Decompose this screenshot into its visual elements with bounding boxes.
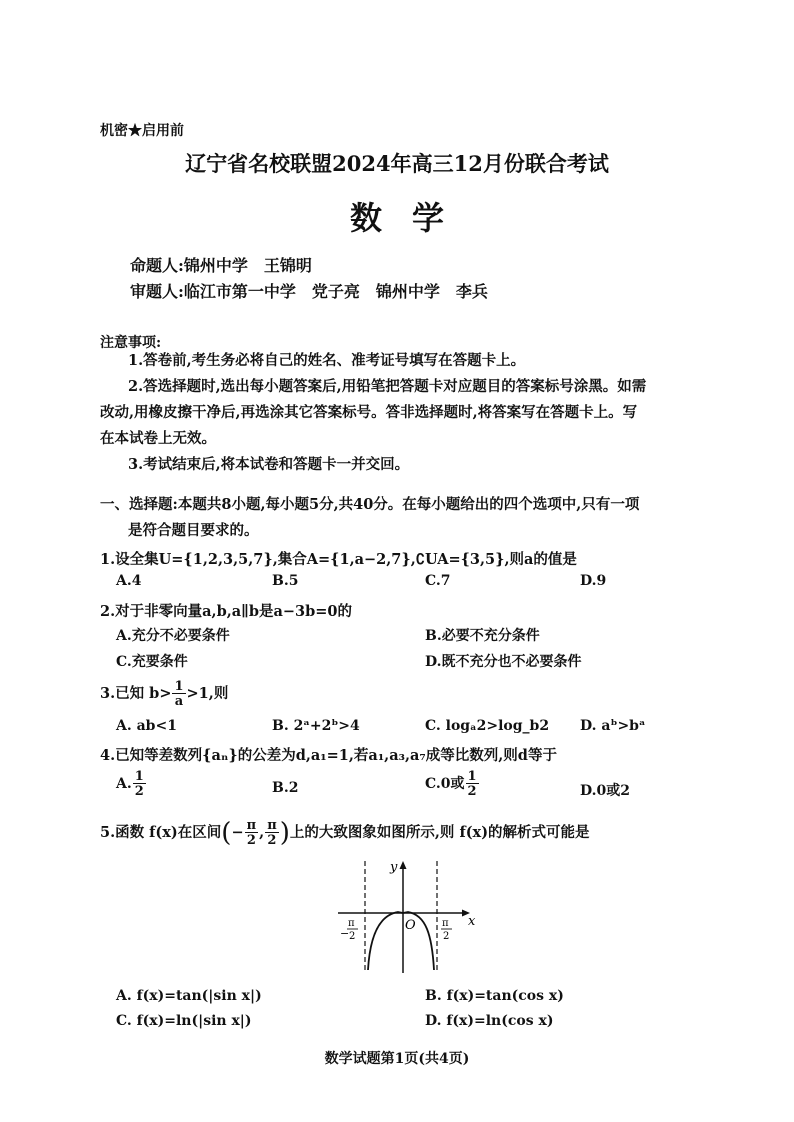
question-2-option-a: A.充分不必要条件	[116, 628, 230, 644]
fraction-numerator: 1	[134, 769, 144, 784]
open-paren: (	[221, 818, 232, 848]
question-3-stem-post: >1,则	[186, 685, 229, 702]
fraction-denominator: 2	[467, 784, 477, 799]
setter-line: 命题人:锦州中学 王锦明	[130, 256, 312, 275]
y-axis-label: y	[390, 860, 398, 875]
minus-sign: −	[231, 824, 244, 841]
question-3-option-a: A. ab<1	[116, 718, 177, 734]
option-a-label: A.	[116, 776, 132, 792]
question-3-stem	[100, 680, 228, 708]
question-4-option-d: D.0或2	[580, 783, 630, 799]
interval-left-fraction	[245, 819, 259, 847]
section1-instructions-line1: 一、选择题:本题共8小题,每小题5分,共40分。在每小题给出的四个选项中,只有一项	[100, 496, 640, 513]
left-bound-denominator: 2	[349, 931, 356, 942]
comma: ,	[259, 824, 265, 841]
option-a-fraction	[133, 770, 146, 798]
notice-item-3: 3.考试结束后,将本试卷和答题卡一并交回。	[128, 456, 410, 473]
question-4-option-b: B.2	[272, 780, 299, 796]
fraction-denominator: a	[174, 694, 184, 709]
question-1-option-d: D.9	[580, 573, 607, 589]
question-1-option-b: B.5	[272, 573, 299, 589]
question-5-stem	[100, 818, 590, 848]
fraction-numerator: 1	[174, 679, 184, 694]
question-3-option-d: D. aᵇ>bᵃ	[580, 718, 646, 734]
notice-item-2-line2: 改动,用橡皮擦干净后,再选涂其它答案标号。答非选择题时,将答案写在答题卡上。写	[100, 404, 638, 421]
option-c-label: C.0或	[425, 776, 465, 792]
fraction-denominator: 2	[246, 833, 256, 848]
fraction-denominator: 2	[267, 833, 277, 848]
question-5-option-c: C. f(x)=ln(|sin x|)	[116, 1013, 252, 1029]
fraction-denominator: 2	[134, 784, 144, 799]
question-5-option-a: A. f(x)=tan(|sin x|)	[116, 988, 262, 1004]
question-4-option-c	[425, 770, 480, 798]
origin-label: O	[405, 918, 416, 933]
interval-right-fraction	[265, 819, 279, 847]
x-axis-label: x	[468, 914, 476, 929]
fraction-numerator: π	[267, 818, 277, 833]
right-bound-numerator: π	[442, 918, 449, 929]
question-2-option-b: B.必要不充分条件	[425, 628, 540, 644]
notice-item-2-line3: 在本试卷上无效。	[100, 430, 216, 447]
question-1-option-a: A.4	[116, 573, 142, 589]
question-3-fraction	[172, 680, 185, 708]
question-2-option-d: D.既不充分也不必要条件	[425, 654, 582, 670]
question-3-stem-pre: 3.已知 b>	[100, 685, 172, 702]
page-footer: 数学试题第1页(共4页)	[324, 1051, 470, 1067]
left-bound-numerator: π	[348, 918, 355, 929]
close-paren: )	[279, 818, 290, 848]
question-3-option-c: C. logₐ2>log_b2	[425, 718, 550, 734]
question-1-stem: 1.设全集U={1,2,3,5,7},集合A={1,a−2,7},∁UA={3,5},则a的值是	[100, 551, 577, 568]
subject-title: 数学	[349, 199, 474, 237]
right-bound-denominator: 2	[443, 931, 450, 942]
question-5-option-d: D. f(x)=ln(cos x)	[425, 1013, 554, 1029]
question-2-stem: 2.对于非零向量a,b,a∥b是a−3b=0的	[100, 603, 352, 620]
notice-item-2-line1: 2.答选择题时,选出每小题答案后,用铅笔把答题卡对应题目的答案标号涂黑。如需	[128, 378, 647, 395]
graph-curve-left	[368, 912, 403, 970]
question-5-option-b: B. f(x)=tan(cos x)	[425, 988, 564, 1004]
question-2-option-c: C.充要条件	[116, 654, 188, 670]
exam-title: 辽宁省名校联盟2024年高三12月份联合考试	[185, 151, 609, 176]
question-3-option-b: B. 2ᵃ+2ᵇ>4	[272, 718, 360, 734]
question-5-stem-pre: 5.函数 f(x)在区间	[100, 824, 222, 841]
question-4-option-a	[116, 770, 147, 798]
confidential-mark: 机密★启用前	[100, 123, 184, 139]
reviewer-line: 审题人:临江市第一中学 党子亮 锦州中学 李兵	[130, 282, 488, 301]
y-axis-arrow	[400, 861, 407, 869]
notice-heading: 注意事项:	[100, 335, 162, 351]
fraction-numerator: 1	[467, 769, 477, 784]
question-1-option-c: C.7	[425, 573, 451, 589]
question-5-stem-post: 上的大致图象如图所示,则 f(x)的解析式可能是	[289, 824, 590, 841]
question-4-stem: 4.已知等差数列{aₙ}的公差为d,a₁=1,若a₁,a₃,a₇成等比数列,则d等于	[100, 747, 557, 764]
question-5-graph	[330, 855, 480, 980]
fraction-numerator: π	[246, 818, 257, 833]
notice-item-1: 1.答卷前,考生务必将自己的姓名、准考证号填写在答题卡上。	[128, 352, 526, 369]
option-c-fraction	[466, 770, 479, 798]
left-bound-sign: −	[340, 927, 350, 940]
section1-instructions-line2: 是符合题目要求的。	[128, 522, 259, 539]
